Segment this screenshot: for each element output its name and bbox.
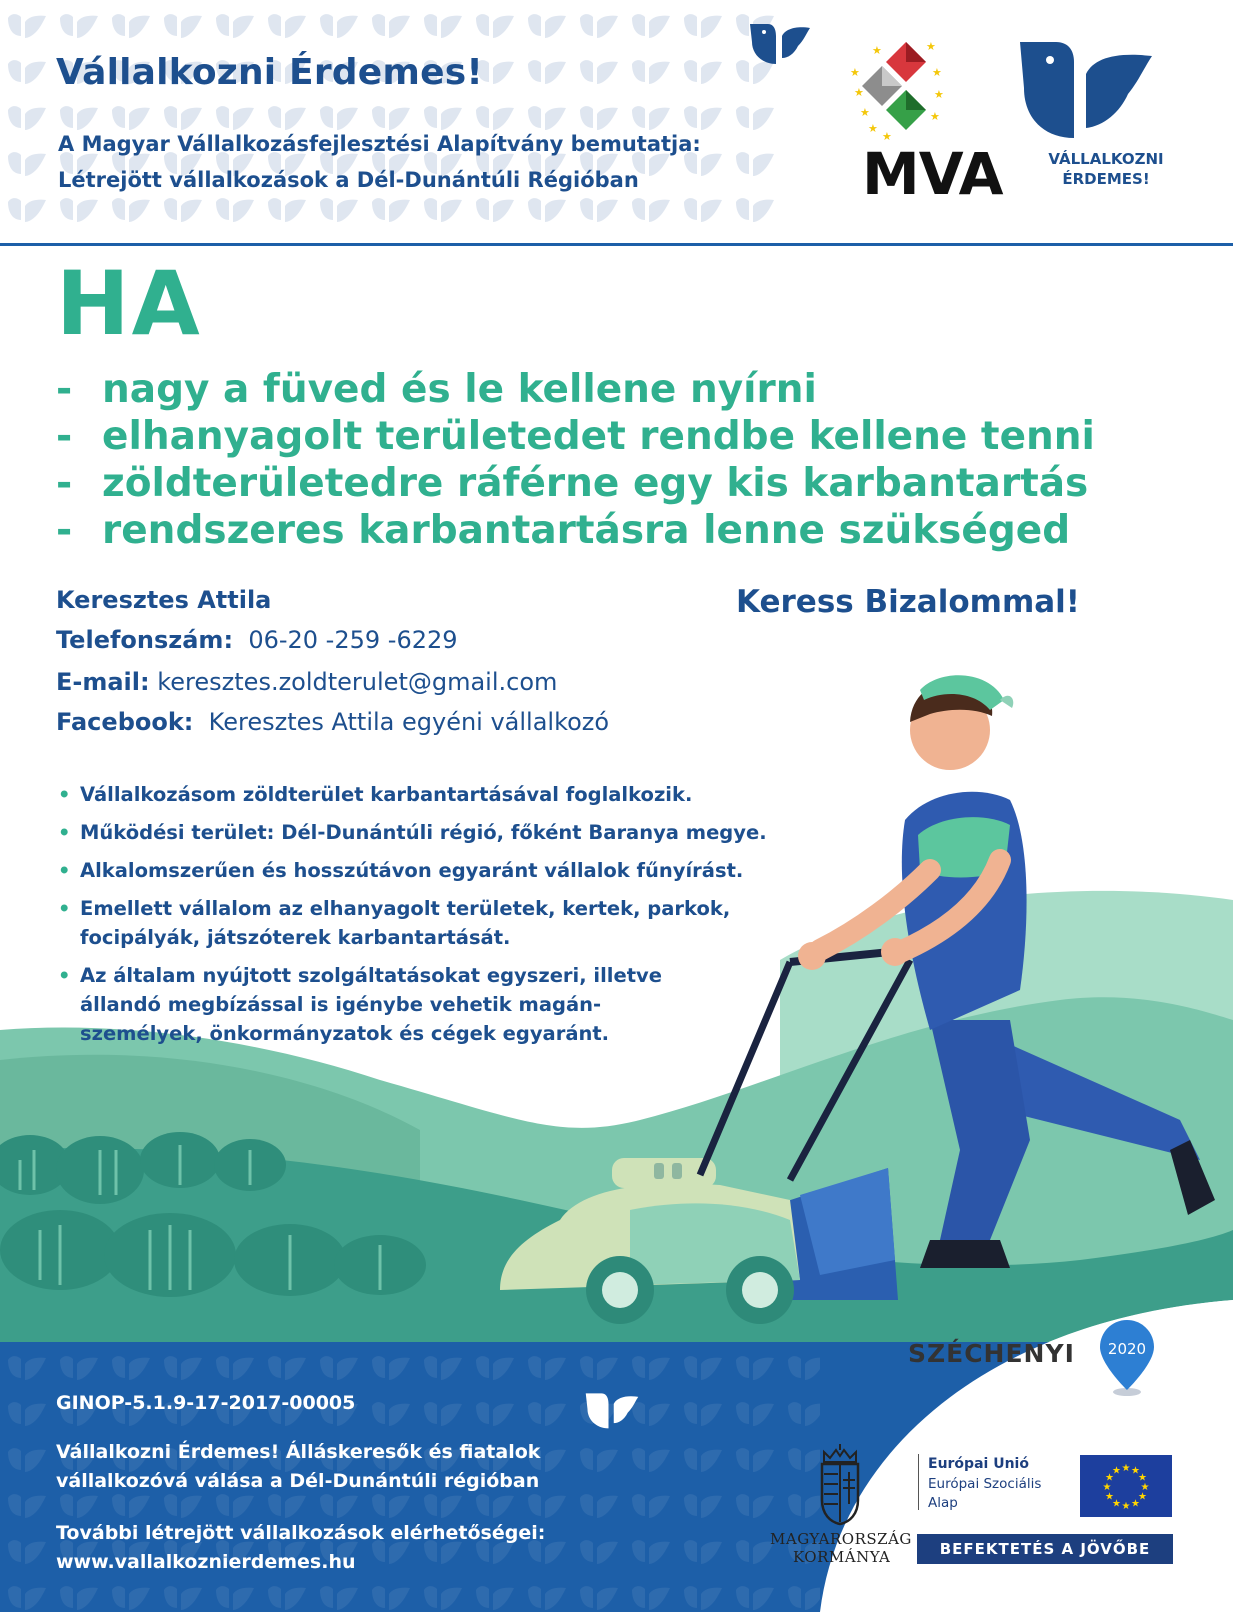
- vallalkozni-erdemes-logo-line2: ÉRDEMES!: [1062, 170, 1150, 188]
- pattern-bird: [372, 1494, 410, 1518]
- pattern-bird: [632, 1448, 670, 1472]
- service-item: • Működési terület: Dél-Dunántúli régió, főként Baranya megye.: [56, 818, 816, 847]
- pattern-bird: [528, 1356, 566, 1380]
- pattern-bird: [164, 1586, 202, 1610]
- email-label: E-mail:: [56, 668, 150, 696]
- pattern-bird: [60, 1494, 98, 1518]
- eu-slogan-banner: BEFEKTETÉS A JÖVŐBE: [917, 1534, 1173, 1564]
- eu-fund-line1: Európai Szociális: [928, 1476, 1042, 1492]
- footer-website-link[interactable]: www.vallalkoznierdemes.hu: [56, 1551, 356, 1573]
- pattern-bird: [424, 1586, 462, 1610]
- service-item: • Az általam nyújtott szolgáltatásokat egyszeri, illetve állandó megbízással is igénybe vehetik magán-személyek, önkormányzatok és cégek egyaránt.: [56, 961, 720, 1048]
- pattern-bird: [320, 1356, 358, 1380]
- eu-star: ★: [1112, 1498, 1121, 1510]
- header-subtitle-line2: Létrejött vállalkozások a Dél-Dunántúli Régióban: [58, 168, 639, 192]
- pattern-bird: [112, 1494, 150, 1518]
- pattern-bird: [528, 1494, 566, 1518]
- pattern-bird: [60, 1356, 98, 1380]
- pattern-bird: [424, 1402, 462, 1426]
- service-item: • Vállalkozásom zöldterület karbantartásával foglalkozik.: [56, 780, 816, 809]
- svg-text:★: ★: [868, 122, 878, 135]
- headline-title: HA: [56, 252, 202, 355]
- eu-star: ★: [1131, 1498, 1140, 1510]
- pattern-bird: [580, 1448, 618, 1472]
- pattern-bird: [580, 1586, 618, 1610]
- pattern-bird: [372, 1586, 410, 1610]
- pattern-bird: [164, 1356, 202, 1380]
- headline-item: - elhanyagolt területedet rendbe kellene tenni: [56, 414, 1095, 459]
- pattern-bird: [8, 1356, 46, 1380]
- eu-star: ★: [1137, 1491, 1147, 1503]
- eu-star: ★: [1105, 1491, 1115, 1503]
- svg-text:★: ★: [932, 66, 942, 79]
- svg-text:★: ★: [882, 130, 892, 143]
- facebook-label: Facebook:: [56, 708, 194, 736]
- pattern-bird: [424, 1356, 462, 1380]
- pattern-bird: [476, 1356, 514, 1380]
- pattern-bird: [684, 1586, 722, 1610]
- hungary-coat-of-arms-icon: [812, 1444, 868, 1526]
- svg-text:★: ★: [934, 88, 944, 101]
- pattern-bird: [632, 1356, 670, 1380]
- pattern-bird: [216, 1494, 254, 1518]
- pattern-bird: [268, 1356, 306, 1380]
- pattern-bird: [684, 1448, 722, 1472]
- szechenyi-logo-text: SZÉCHENYI: [908, 1339, 1075, 1368]
- pattern-bird: [580, 1494, 618, 1518]
- pattern-bird: [580, 1540, 618, 1564]
- eu-star: ★: [1105, 1472, 1115, 1484]
- government-text-line1: MAGYARORSZÁG: [770, 1530, 912, 1548]
- pattern-bird: [8, 1402, 46, 1426]
- brand-title: Vállalkozni Érdemes!: [56, 52, 483, 93]
- contact-email: [56, 668, 557, 696]
- service-item: • Alkalomszerűen és hosszútávon egyaránt vállalok fűnyírást.: [56, 856, 816, 885]
- pattern-bird: [8, 1448, 46, 1472]
- pattern-bird: [632, 1586, 670, 1610]
- contact-phone: [56, 626, 458, 654]
- footer-more-label: További létrejött vállalkozások elérhetőségei:: [56, 1522, 546, 1544]
- eu-star: ★: [1112, 1465, 1121, 1477]
- pattern-bird: [580, 1356, 618, 1380]
- pattern-bird: [684, 1494, 722, 1518]
- phone-value[interactable]: 06-20 -259 -6229: [248, 626, 458, 654]
- eu-fund-line2: Alap: [928, 1495, 958, 1511]
- svg-text:★: ★: [926, 40, 936, 53]
- headline-item: - zöldterületedre ráférne egy kis karbantartás: [56, 461, 1089, 506]
- footer-description-line1: Vállalkozni Érdemes! Álláskeresők és fiatalok: [56, 1441, 541, 1463]
- contact-facebook: [56, 708, 609, 736]
- header-subtitle-line1: A Magyar Vállalkozásfejlesztési Alapítvány bemutatja:: [58, 132, 701, 156]
- pattern-bird: [684, 1402, 722, 1426]
- eu-star: ★: [1140, 1482, 1150, 1493]
- pattern-bird: [684, 1356, 722, 1380]
- vallalkozni-erdemes-logo-line1: VÁLLALKOZNI: [1048, 150, 1164, 168]
- pattern-bird: [476, 1402, 514, 1426]
- pattern-bird: [372, 1356, 410, 1380]
- pattern-bird: [216, 1586, 254, 1610]
- contact-name: Keresztes Attila: [56, 586, 272, 614]
- service-item: • Emellett vállalom az elhanyagolt területek, kertek, parkok, focipályák, játszóterek karbantartását.: [56, 894, 780, 952]
- pattern-bird: [476, 1586, 514, 1610]
- eu-divider: [918, 1454, 919, 1510]
- pattern-bird: [268, 1494, 306, 1518]
- headline-item: - nagy a füved és le kellene nyírni: [56, 367, 817, 412]
- pattern-bird: [684, 1540, 722, 1564]
- svg-text:★: ★: [854, 86, 864, 99]
- szechenyi-year: 2020: [1107, 1340, 1147, 1358]
- pattern-bird: [476, 1494, 514, 1518]
- pattern-bird: [632, 1494, 670, 1518]
- headline-list: [56, 366, 1095, 554]
- eu-star: ★: [1102, 1482, 1112, 1493]
- eu-star: ★: [1131, 1465, 1140, 1477]
- eu-flag-icon: [1080, 1455, 1172, 1517]
- eu-title: Európai Unió: [928, 1456, 1029, 1472]
- facebook-value[interactable]: Keresztes Attila egyéni vállalkozó: [208, 708, 610, 736]
- svg-text:★: ★: [850, 66, 860, 79]
- mva-logo-text: MVA: [862, 140, 1003, 208]
- pattern-bird: [8, 1540, 46, 1564]
- pattern-bird: [164, 1494, 202, 1518]
- svg-text:★: ★: [860, 106, 870, 119]
- government-text-line2: KORMÁNYA: [793, 1548, 891, 1566]
- pattern-bird: [268, 1586, 306, 1610]
- pattern-bird: [112, 1586, 150, 1610]
- pattern-bird: [60, 1586, 98, 1610]
- pattern-bird: [320, 1494, 358, 1518]
- pattern-bird: [8, 1586, 46, 1610]
- szechenyi-pin-icon: [1098, 1318, 1156, 1398]
- pattern-bird: [424, 1494, 462, 1518]
- pattern-bird: [112, 1356, 150, 1380]
- email-link[interactable]: keresztes.zoldterulet@gmail.com: [157, 668, 558, 696]
- pattern-bird: [632, 1540, 670, 1564]
- pattern-bird: [216, 1356, 254, 1380]
- project-code: GINOP-5.1.9-17-2017-00005: [56, 1392, 356, 1414]
- headline-item: - rendszeres karbantartásra lenne szükséged: [56, 508, 1071, 553]
- pattern-bird: [320, 1586, 358, 1610]
- footer-description-line2: vállalkozóvá válása a Dél-Dunántúli régióban: [56, 1470, 540, 1492]
- pattern-bird: [8, 1494, 46, 1518]
- phone-label: Telefonszám:: [56, 626, 234, 654]
- services-list: [56, 780, 816, 1057]
- svg-text:★: ★: [930, 110, 940, 123]
- svg-text:★: ★: [872, 44, 882, 57]
- pattern-bird: [528, 1586, 566, 1610]
- slogan: Keress Bizalommal!: [736, 584, 1080, 620]
- eu-star: ★: [1137, 1472, 1147, 1484]
- pattern-bird: [372, 1402, 410, 1426]
- footer-bird-icon: [584, 1388, 640, 1432]
- eu-star: ★: [1121, 1463, 1131, 1474]
- pattern-bird: [528, 1402, 566, 1426]
- eu-star: ★: [1121, 1501, 1131, 1512]
